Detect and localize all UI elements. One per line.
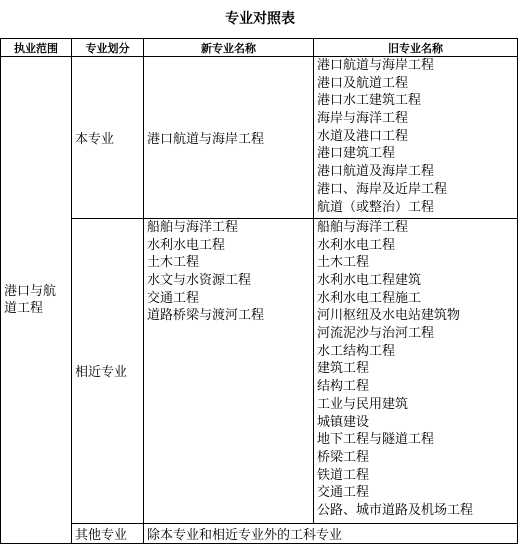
new-major-item: 土木工程 <box>147 255 200 271</box>
table-row <box>1 218 518 523</box>
major-comparison-table <box>0 38 518 544</box>
old-major-item: 建筑工程 <box>317 361 370 377</box>
old-major-item: 水利水电工程施工 <box>317 290 422 306</box>
old-major-item: 水利水电工程 <box>317 237 396 253</box>
old-major-item: 交通工程 <box>317 485 370 501</box>
table-row <box>1 57 518 219</box>
old-major-item: 城镇建设 <box>317 414 370 430</box>
old-major-cell <box>314 218 518 523</box>
old-major-item: 港口航道与海岸工程 <box>317 58 435 73</box>
scope-cell: 港口与航道工程 <box>1 57 72 544</box>
table-row <box>1 524 518 544</box>
new-major-cell <box>144 218 314 523</box>
old-major-item: 港口及航道工程 <box>317 75 409 91</box>
header-scope: 执业范围 <box>1 39 72 57</box>
old-major-item: 土木工程 <box>317 255 370 271</box>
category-cell: 其他专业 <box>72 524 144 544</box>
table-title: 专业对照表 <box>225 11 295 27</box>
old-major-item: 结构工程 <box>317 379 370 395</box>
old-major-item: 水工结构工程 <box>317 343 396 359</box>
old-major-item: 铁道工程 <box>317 467 370 483</box>
header-category: 专业划分 <box>72 39 144 57</box>
old-major-item: 河流泥沙与治河工程 <box>317 326 435 342</box>
old-major-item: 海岸与海洋工程 <box>317 111 409 127</box>
header-row <box>1 39 518 57</box>
old-major-item: 公路、城市道路及机场工程 <box>317 502 474 518</box>
old-major-item: 港口航道及海岸工程 <box>317 164 435 180</box>
old-major-item: 港口水工建筑工程 <box>317 93 422 109</box>
new-major-item: 船舶与海洋工程 <box>147 219 239 235</box>
other-major-description: 除本专业和相近专业外的工科专业 <box>144 524 518 544</box>
new-major-item: 水利水电工程 <box>147 237 226 253</box>
old-major-item: 船舶与海洋工程 <box>317 219 409 235</box>
old-major-item: 桥梁工程 <box>317 449 370 465</box>
category-cell: 本专业 <box>72 57 144 219</box>
new-major-item: 交通工程 <box>147 290 200 306</box>
old-major-item: 港口建筑工程 <box>317 146 396 162</box>
old-major-item: 工业与民用建筑 <box>317 396 409 412</box>
old-major-item: 水利水电工程建筑 <box>317 273 422 289</box>
category-cell: 相近专业 <box>72 218 144 523</box>
old-major-item: 地下工程与隧道工程 <box>317 432 435 448</box>
new-major-item: 水文与水资源工程 <box>147 273 252 289</box>
old-major-cell <box>314 57 518 219</box>
new-major-item: 港口航道与海岸工程 <box>147 131 265 147</box>
header-old-major: 旧专业名称 <box>314 39 518 57</box>
header-new-major: 新专业名称 <box>144 39 314 57</box>
new-major-item: 道路桥梁与渡河工程 <box>147 308 265 324</box>
new-major-cell <box>144 57 314 219</box>
old-major-item: 航道（或整治）工程 <box>317 199 435 215</box>
old-major-item: 水道及港口工程 <box>317 128 409 144</box>
old-major-item: 港口、海岸及近岸工程 <box>317 181 448 197</box>
old-major-item: 河川枢纽及水电站建筑物 <box>317 308 461 324</box>
